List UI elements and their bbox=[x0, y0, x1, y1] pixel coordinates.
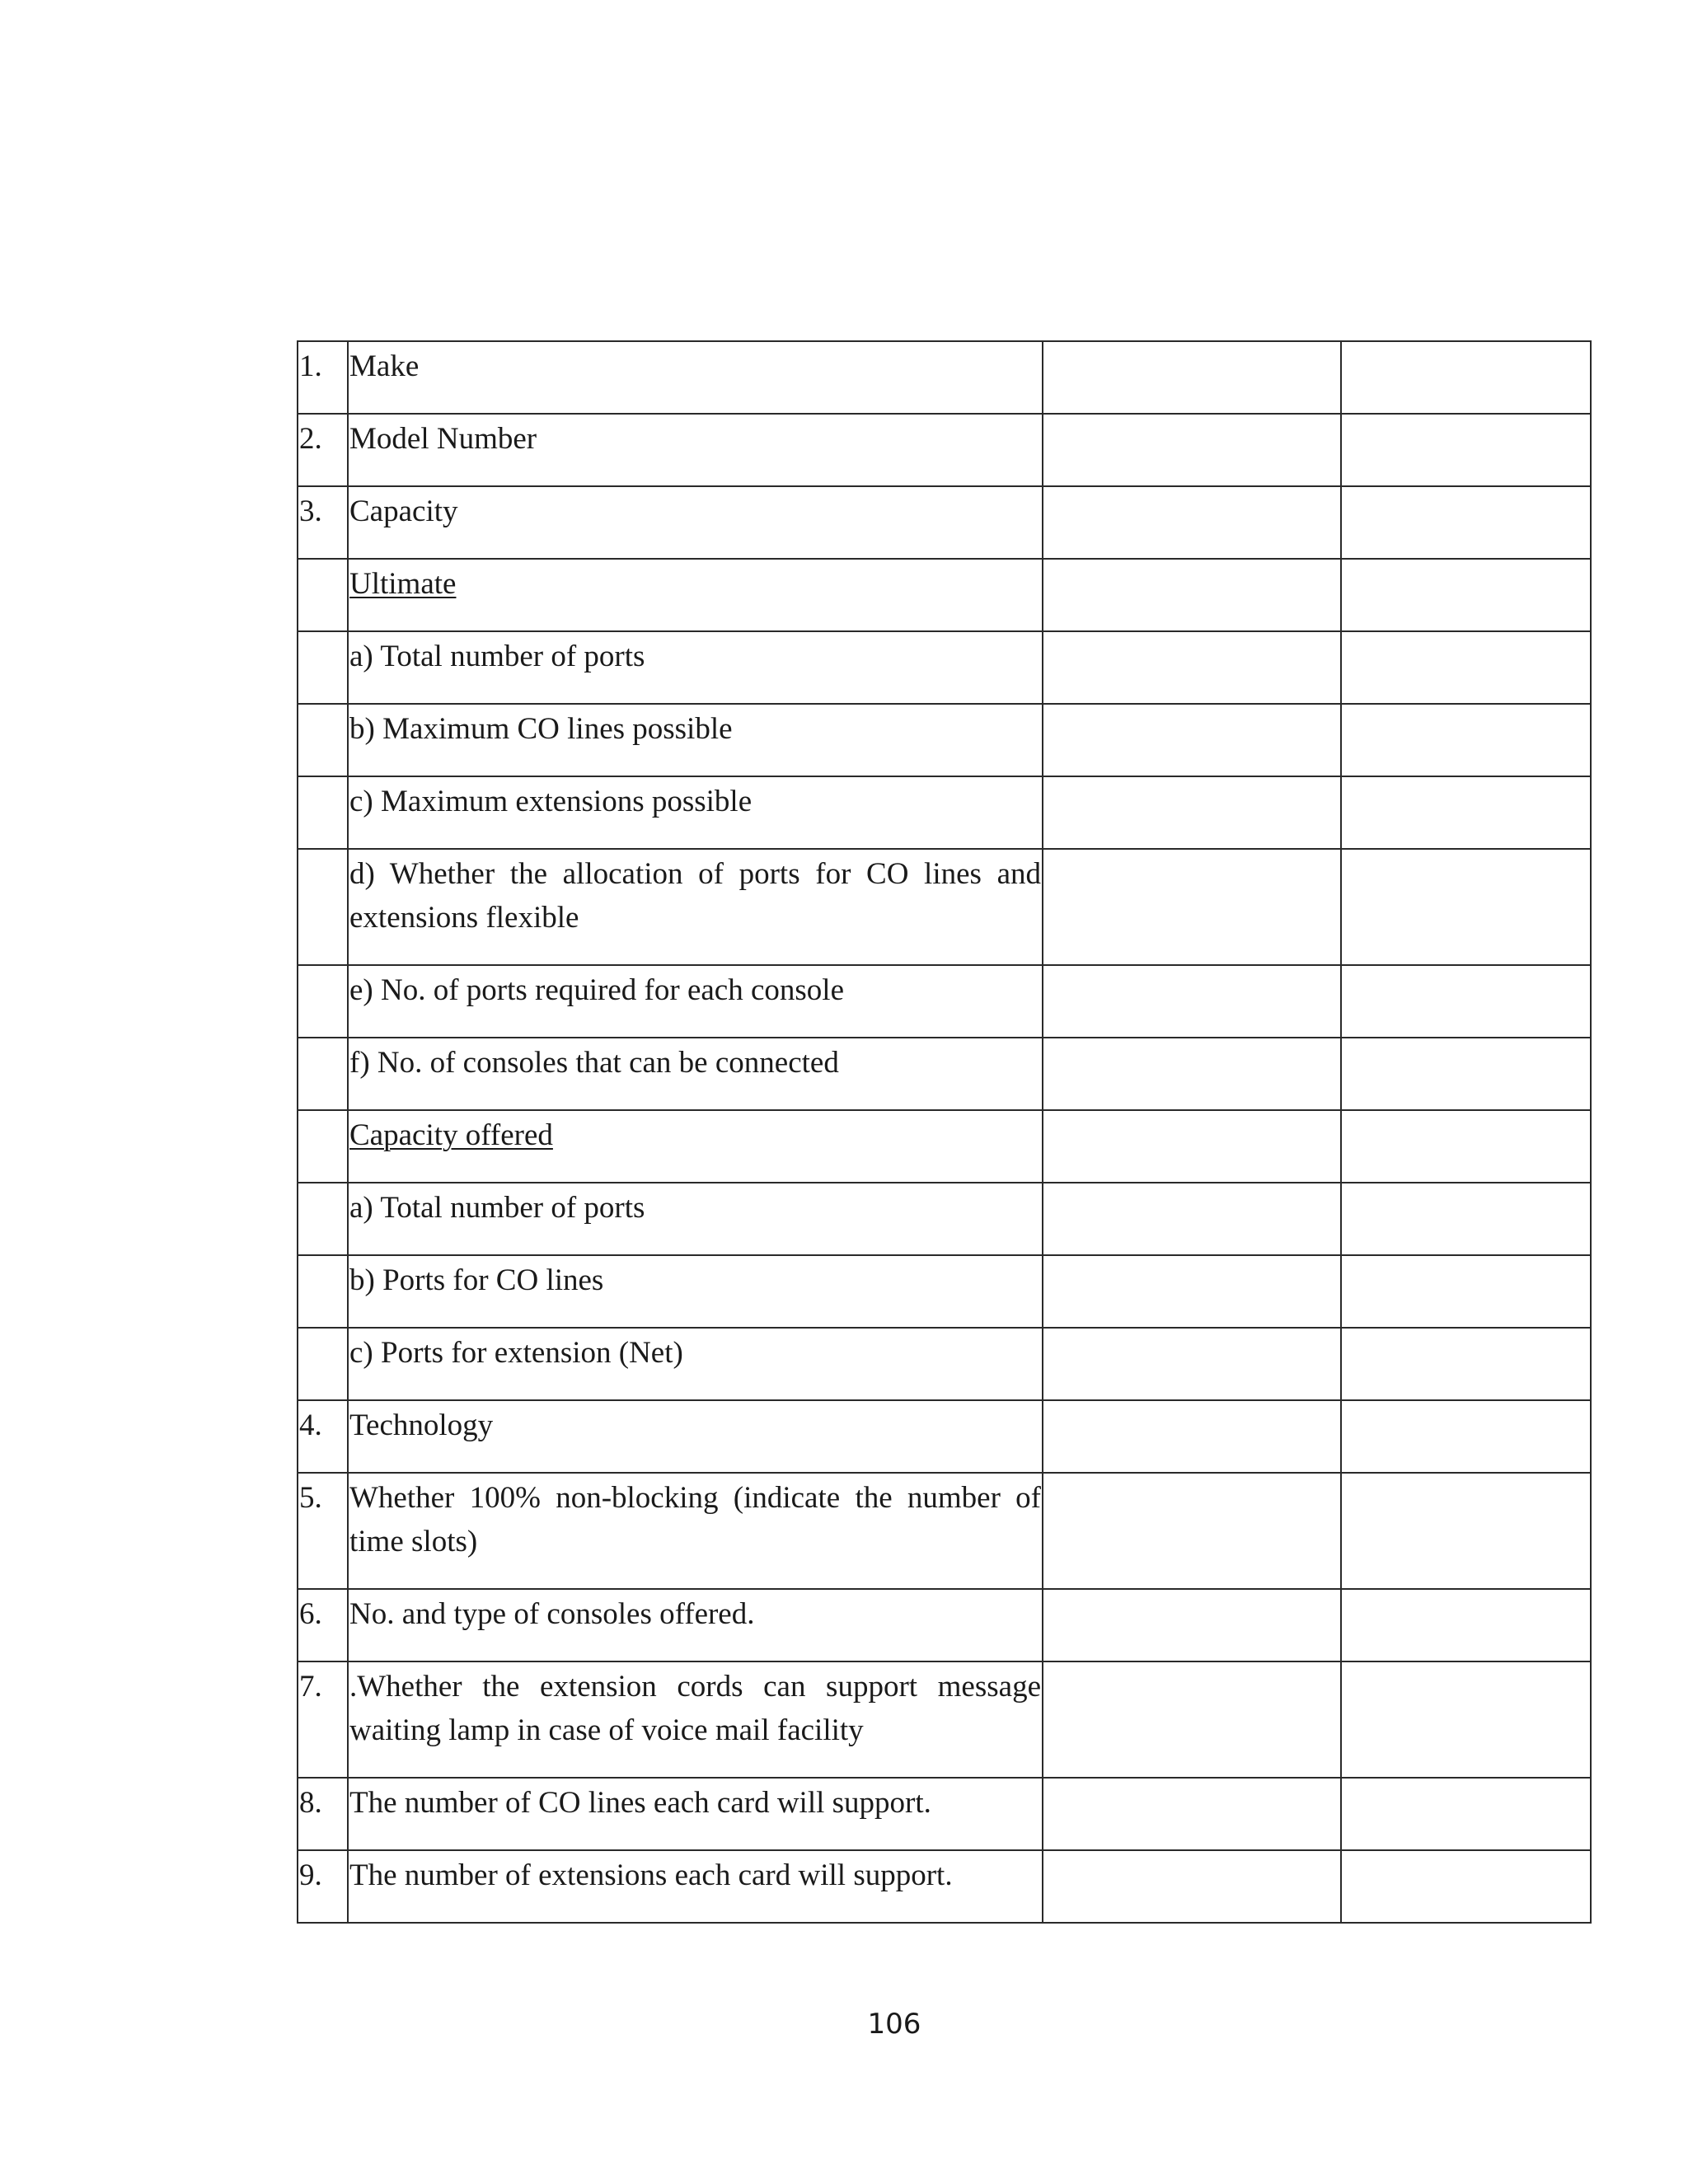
remarks-cell[interactable] bbox=[1341, 776, 1591, 849]
row-description: .Whether the extension cords can support message waiting lamp in case of voice mail facility bbox=[349, 1670, 1041, 1747]
response-cell[interactable] bbox=[1043, 965, 1341, 1038]
remarks-cell[interactable] bbox=[1341, 704, 1591, 776]
remarks-cell[interactable] bbox=[1341, 1473, 1591, 1589]
row-description: f) No. of consoles that can be connected bbox=[349, 1046, 839, 1080]
row-number-cell bbox=[298, 559, 348, 631]
response-cell[interactable] bbox=[1043, 849, 1341, 965]
row-description: Make bbox=[349, 349, 420, 383]
remarks-cell[interactable] bbox=[1341, 1255, 1591, 1328]
row-number-cell bbox=[298, 965, 348, 1038]
remarks-cell[interactable] bbox=[1341, 849, 1591, 965]
row-description-cell bbox=[348, 1183, 1043, 1255]
row-description: a) Total number of ports bbox=[349, 640, 645, 673]
table-row bbox=[298, 1328, 1591, 1400]
row-description-cell bbox=[348, 965, 1043, 1038]
row-description: a) Total number of ports bbox=[349, 1191, 645, 1225]
table-row bbox=[298, 1661, 1591, 1778]
row-number-cell bbox=[298, 1850, 348, 1923]
remarks-cell[interactable] bbox=[1341, 965, 1591, 1038]
row-number-cell bbox=[298, 1589, 348, 1661]
row-number-cell bbox=[298, 414, 348, 486]
table-row bbox=[298, 631, 1591, 704]
row-number: 6. bbox=[299, 1597, 322, 1631]
remarks-cell[interactable] bbox=[1341, 559, 1591, 631]
row-number: 4. bbox=[299, 1408, 322, 1442]
remarks-cell[interactable] bbox=[1341, 1110, 1591, 1183]
remarks-cell[interactable] bbox=[1341, 341, 1591, 414]
table-row bbox=[298, 341, 1591, 414]
row-description: Model Number bbox=[349, 422, 537, 456]
remarks-cell[interactable] bbox=[1341, 1038, 1591, 1110]
row-number-cell bbox=[298, 1661, 348, 1778]
row-description: b) Ports for CO lines bbox=[349, 1263, 604, 1297]
row-description: b) Maximum CO lines possible bbox=[349, 712, 733, 746]
row-description-cell bbox=[348, 1589, 1043, 1661]
row-number: 9. bbox=[299, 1858, 322, 1892]
response-cell[interactable] bbox=[1043, 1328, 1341, 1400]
remarks-cell[interactable] bbox=[1341, 1589, 1591, 1661]
row-description: No. and type of consoles offered. bbox=[349, 1597, 755, 1631]
response-cell[interactable] bbox=[1043, 341, 1341, 414]
row-description: Whether 100% non-blocking (indicate the number of time slots) bbox=[349, 1481, 1041, 1558]
table-row bbox=[298, 1110, 1591, 1183]
table-row bbox=[298, 1850, 1591, 1923]
response-cell[interactable] bbox=[1043, 1661, 1341, 1778]
row-description-cell bbox=[348, 776, 1043, 849]
row-description: The number of CO lines each card will support. bbox=[349, 1786, 931, 1820]
row-description-cell bbox=[348, 631, 1043, 704]
table-row bbox=[298, 1473, 1591, 1589]
specification-table bbox=[297, 340, 1592, 1924]
table-row bbox=[298, 414, 1591, 486]
remarks-cell[interactable] bbox=[1341, 486, 1591, 559]
response-cell[interactable] bbox=[1043, 414, 1341, 486]
table-row bbox=[298, 1778, 1591, 1850]
row-number-cell bbox=[298, 1038, 348, 1110]
table-row bbox=[298, 1183, 1591, 1255]
response-cell[interactable] bbox=[1043, 1473, 1341, 1589]
row-number: 1. bbox=[299, 349, 322, 383]
remarks-cell[interactable] bbox=[1341, 631, 1591, 704]
page-number: 106 bbox=[867, 2008, 921, 2041]
table-row bbox=[298, 965, 1591, 1038]
row-description-cell bbox=[348, 1038, 1043, 1110]
table-row bbox=[298, 1589, 1591, 1661]
row-description: The number of extensions each card will support. bbox=[349, 1858, 953, 1892]
row-number-cell bbox=[298, 704, 348, 776]
row-description-cell bbox=[348, 1255, 1043, 1328]
row-description: d) Whether the allocation of ports for CO lines and extensions flexible bbox=[349, 857, 1041, 935]
row-number: 8. bbox=[299, 1786, 322, 1820]
row-description-cell bbox=[348, 1850, 1043, 1923]
response-cell[interactable] bbox=[1043, 1255, 1341, 1328]
row-number-cell bbox=[298, 1110, 348, 1183]
row-number-cell bbox=[298, 776, 348, 849]
remarks-cell[interactable] bbox=[1341, 414, 1591, 486]
row-description-cell bbox=[348, 1661, 1043, 1778]
response-cell[interactable] bbox=[1043, 704, 1341, 776]
response-cell[interactable] bbox=[1043, 776, 1341, 849]
row-number-cell bbox=[298, 1473, 348, 1589]
table-row bbox=[298, 849, 1591, 965]
row-description-cell bbox=[348, 559, 1043, 631]
row-number-cell bbox=[298, 341, 348, 414]
remarks-cell[interactable] bbox=[1341, 1400, 1591, 1473]
row-description-cell bbox=[348, 704, 1043, 776]
row-number: 7. bbox=[299, 1670, 322, 1704]
row-description-cell bbox=[348, 1778, 1043, 1850]
remarks-cell[interactable] bbox=[1341, 1850, 1591, 1923]
row-number-cell bbox=[298, 1400, 348, 1473]
row-description-cell bbox=[348, 1400, 1043, 1473]
section-heading-ultimate: Ultimate bbox=[349, 567, 457, 601]
table-row bbox=[298, 559, 1591, 631]
response-cell[interactable] bbox=[1043, 1183, 1341, 1255]
row-description-cell bbox=[348, 414, 1043, 486]
row-description: Capacity bbox=[349, 494, 458, 528]
response-cell[interactable] bbox=[1043, 1589, 1341, 1661]
row-number-cell bbox=[298, 1328, 348, 1400]
row-number-cell bbox=[298, 1183, 348, 1255]
row-description: Technology bbox=[349, 1408, 494, 1442]
row-number: 3. bbox=[299, 494, 322, 528]
row-description: c) Ports for extension (Net) bbox=[349, 1336, 683, 1370]
row-number: 5. bbox=[299, 1481, 322, 1515]
row-number-cell bbox=[298, 486, 348, 559]
row-description-cell bbox=[348, 849, 1043, 965]
row-number-cell bbox=[298, 1778, 348, 1850]
row-description: e) No. of ports required for each console bbox=[349, 973, 844, 1007]
remarks-cell[interactable] bbox=[1341, 1183, 1591, 1255]
table-row bbox=[298, 704, 1591, 776]
section-heading-capacity-offered: Capacity offered bbox=[349, 1118, 553, 1152]
remarks-cell[interactable] bbox=[1341, 1778, 1591, 1850]
response-cell[interactable] bbox=[1043, 486, 1341, 559]
response-cell[interactable] bbox=[1043, 1850, 1341, 1923]
row-description-cell bbox=[348, 1328, 1043, 1400]
row-number-cell bbox=[298, 1255, 348, 1328]
remarks-cell[interactable] bbox=[1341, 1661, 1591, 1778]
row-description-cell bbox=[348, 341, 1043, 414]
table-row bbox=[298, 776, 1591, 849]
row-description: c) Maximum extensions possible bbox=[349, 785, 753, 818]
response-cell[interactable] bbox=[1043, 631, 1341, 704]
response-cell[interactable] bbox=[1043, 1778, 1341, 1850]
table-row bbox=[298, 1255, 1591, 1328]
response-cell[interactable] bbox=[1043, 1038, 1341, 1110]
table-row bbox=[298, 486, 1591, 559]
row-description-cell bbox=[348, 1473, 1043, 1589]
row-description-cell bbox=[348, 486, 1043, 559]
response-cell[interactable] bbox=[1043, 559, 1341, 631]
row-number-cell bbox=[298, 849, 348, 965]
row-description-cell bbox=[348, 1110, 1043, 1183]
response-cell[interactable] bbox=[1043, 1400, 1341, 1473]
response-cell[interactable] bbox=[1043, 1110, 1341, 1183]
remarks-cell[interactable] bbox=[1341, 1328, 1591, 1400]
row-number-cell bbox=[298, 631, 348, 704]
table-row bbox=[298, 1400, 1591, 1473]
table-row bbox=[298, 1038, 1591, 1110]
row-number: 2. bbox=[299, 422, 322, 456]
